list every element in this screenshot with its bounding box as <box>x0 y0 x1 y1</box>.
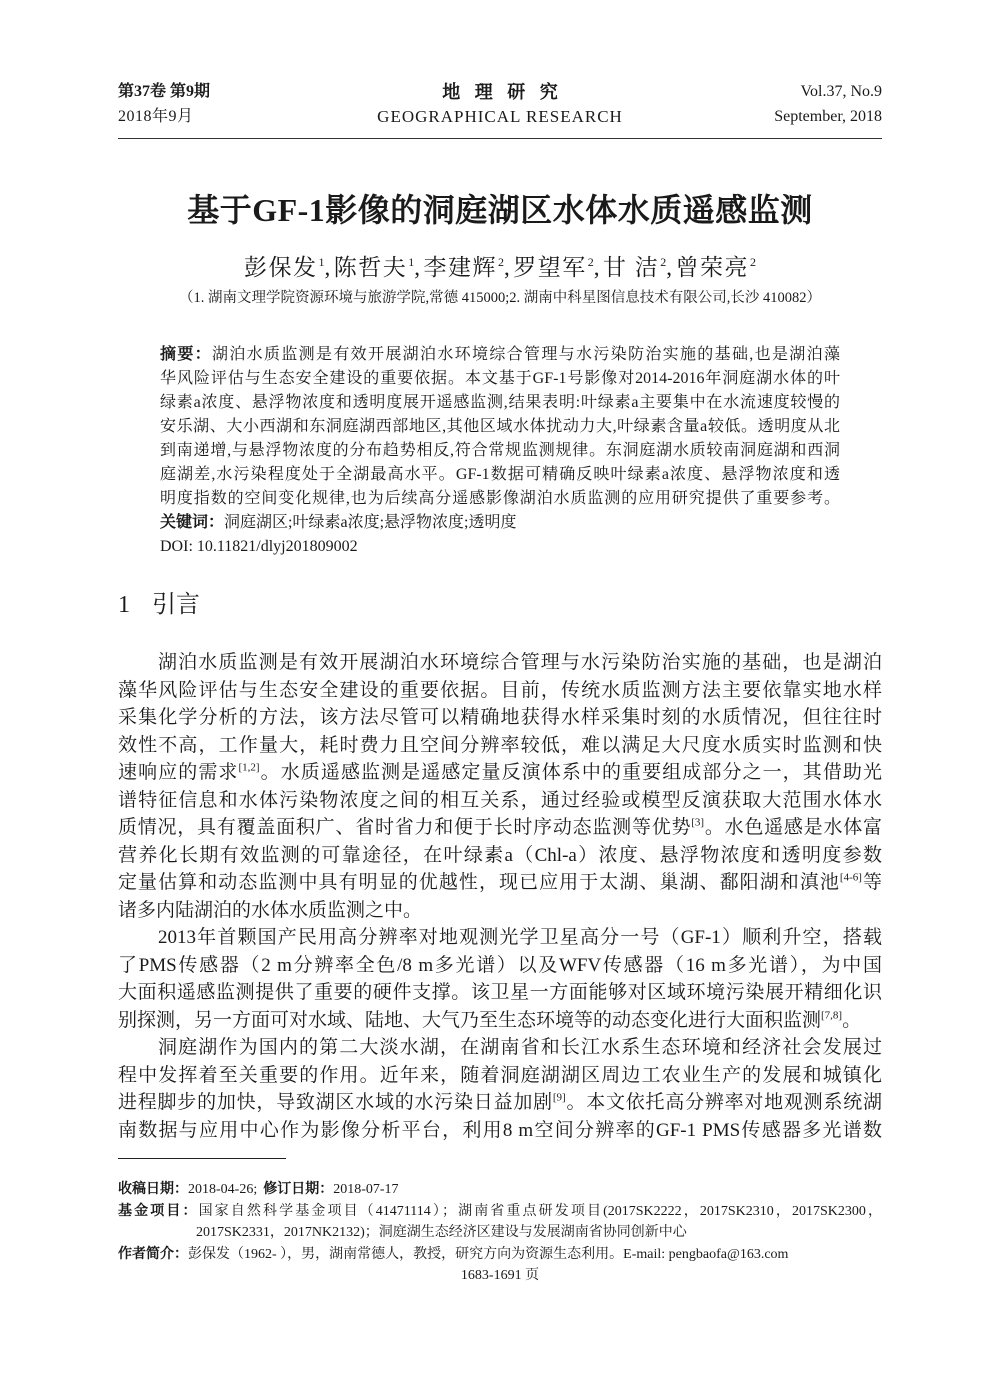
paper-title: 基于GF-1影像的洞庭湖区水体水质遥感监测 <box>187 192 813 228</box>
author-affiliation-sup: 2 <box>660 255 667 270</box>
body-text-segment: 进程脚步的加快，导致湖区水域的水污染日益加剧 <box>118 1092 553 1113</box>
section-heading <box>118 590 200 620</box>
body-line <box>118 759 882 787</box>
received-label: 收稿日期： <box>118 1182 188 1197</box>
author <box>424 255 514 280</box>
revised-date: 2018-07-17 <box>333 1182 399 1197</box>
author-separator: , <box>666 255 674 280</box>
body-text-segment: 。 <box>842 1009 862 1031</box>
author-name: 陈哲夫 <box>333 255 408 280</box>
author <box>676 255 757 280</box>
author-separator: , <box>593 255 601 280</box>
body-line: 南数据与应用中心作为影像分析平台，利用8 m空间分辨率的GF-1 PMS传感器多光谱数 <box>118 1119 882 1141</box>
author <box>244 255 334 280</box>
body-text-segment: 。水色遥感是水体富 <box>704 817 882 838</box>
author-name: 彭保发 <box>244 255 318 280</box>
keywords-text: 洞庭湖区;叶绿素a浓度;悬浮物浓度;透明度 <box>224 514 517 531</box>
body-line: 湖泊水质监测是有效开展湖泊水环境综合管理与水污染防治实施的基础，也是湖泊 <box>158 652 882 673</box>
body-line: 诸多内陆湖泊的水体水质监测之中。 <box>118 899 423 921</box>
body-line: 采集化学分析的方法，该方法尽管可以精确地获得水样采集时刻的水质情况，但往往时 <box>118 707 882 728</box>
section-number: 1 <box>118 592 130 618</box>
body-text-segment: 定量估算和动态监测中具有明显的优越性，现已应用于太湖、巢湖、鄱阳湖和滇池 <box>118 872 840 893</box>
body-text-segment: 别探测，另一方面可对水域、陆地、大气乃至生态环境等的动态变化进行大面积监测 <box>118 1009 822 1031</box>
body-text-segment: 等 <box>861 872 882 893</box>
author <box>603 255 676 280</box>
citation: [9] <box>552 1091 566 1104</box>
page-range: 1683-1691 页 <box>460 1268 540 1283</box>
author-affiliation-sup: 1 <box>408 255 415 270</box>
footnote-fund <box>118 1201 882 1223</box>
author-bio-text: 彭保发（1962- ），男，湖南常德人，教授，研究方向为资源生态利用。E-mail: pengbaofa@163.com <box>188 1246 789 1262</box>
author-name: 李建辉 <box>423 255 497 280</box>
body-line <box>118 814 882 842</box>
header-date-en: September, 2018 <box>774 108 882 125</box>
abstract-line: 明度指数的空间变化规律,也为后续高分遥感影像湖泊水质监测的应用研究提供了重要参考。 <box>160 490 840 507</box>
author-affiliation-sup: 2 <box>587 255 594 270</box>
abstract-line: 华风险评估与生态安全建设的重要依据。本文基于GF-1号影像对2014-2016年洞庭湖水体的叶 <box>160 370 840 387</box>
abstract-text: 湖泊水质监测是有效开展湖泊水环境综合管理与水污染防治实施的基础,也是湖泊藻 <box>212 346 840 363</box>
fund-label: 基金项目： <box>118 1203 199 1219</box>
section-title: 引言 <box>152 592 200 618</box>
body-line: 洞庭湖作为国内的第二大淡水湖，在湖南省和长江水系生态环境和经济社会发展过 <box>158 1037 882 1058</box>
citation: [1,2] <box>238 761 260 774</box>
abstract-line: 到南递增,与悬浮物浓度的分布趋势相反,符合常规监测规律。东洞庭湖水质较南洞庭湖和西洞 <box>160 442 840 459</box>
author-name: 甘 洁 <box>603 255 660 280</box>
body-line: 谱特征信息和水体污染物浓度之间的相互关系，通过经验或模型反演获取大范围水体水 <box>118 789 882 811</box>
author-separator: , <box>414 255 422 280</box>
abstract-block <box>160 343 840 559</box>
body-text-segment: 。本文依托高分辨率对地观测系统湖 <box>565 1092 882 1113</box>
author-list <box>0 254 1000 282</box>
body-line <box>118 1089 882 1117</box>
keywords-line <box>160 511 840 535</box>
body-line: 2013年首颗国产民用高分辨率对地观测光学卫星高分一号（GF-1）顺利升空，搭载 <box>158 927 882 948</box>
body-line: 效性不高，工作量大，耗时费力且空间分辨率较低，难以满足大尺度水质实时监测和快 <box>118 734 882 756</box>
abstract-label: 摘要： <box>160 346 212 363</box>
abstract-line: 绿素a浓度、悬浮物浓度和透明度展开遥感监测,结果表明:叶绿素a主要集中在水流速度较慢的 <box>160 394 840 411</box>
author <box>334 255 424 280</box>
abstract-line <box>160 343 840 367</box>
body-text-segment: 速响应的需求 <box>118 762 239 783</box>
author-bio-label: 作者简介： <box>118 1246 188 1262</box>
abstract-line: 安乐湖、大小西湖和东洞庭湖西部地区,其他区域水体扰动力大,叶绿素含量a较低。透明度从北 <box>160 418 840 435</box>
body-line: 藻华风险评估与生态安全建设的重要依据。目前，传统水质监测方法主要依靠实地水样 <box>118 679 882 701</box>
journal-name-en: GEOGRAPHICAL RESEARCH <box>377 107 623 126</box>
body-text-segment: 质情况，具有覆盖面积广、省时省力和便于长时序动态监测等优势 <box>118 817 692 838</box>
revised-label: 修订日期： <box>263 1182 334 1197</box>
footnote-dates <box>118 1179 882 1201</box>
footnotes <box>118 1179 882 1287</box>
body-line <box>118 869 882 897</box>
abstract-line: 庭湖差,水污染程度处于全湖最高水平。GF-1数据可精确反映叶绿素a浓度、悬浮物浓度和透 <box>160 466 840 483</box>
keywords-label: 关键词： <box>160 514 225 531</box>
citation: [4-6] <box>839 871 862 884</box>
received-date: 2018-04-26; <box>188 1182 258 1197</box>
author-separator: , <box>324 255 332 280</box>
citation: [7,8] <box>821 1009 843 1022</box>
body-line <box>118 1007 882 1035</box>
journal-name-cn: 地 理 研 究 <box>442 82 563 102</box>
author-separator: , <box>504 255 512 280</box>
author-affiliation-sup: 2 <box>498 255 504 270</box>
author-affiliation-sup: 1 <box>318 255 325 270</box>
author <box>513 255 603 280</box>
author-affiliation-sup: 2 <box>750 255 756 270</box>
header-date: 2018年9月 <box>118 108 194 125</box>
body-line: 程中发挥着至关重要的作用。近年来，随着洞庭湖湖区周边工农业生产的发展和城镇化 <box>118 1064 882 1086</box>
footnote-author <box>118 1244 882 1266</box>
body-line: 营养化长期有效监测的可靠途径，在叶绿素a（Chl-a）浓度、悬浮物浓度和透明度参数 <box>118 844 882 866</box>
body-line: 了PMS传感器（2 m分辨率全色/8 m多光谱）以及WFV传感器（16 m多光谱），为中国 <box>118 954 882 976</box>
header-volume-issue-en: Vol.37, No.9 <box>800 83 882 100</box>
author-name: 罗望军 <box>513 255 587 280</box>
footnote-rule <box>118 1158 286 1159</box>
author-name: 曾荣亮 <box>675 255 749 280</box>
body-text-segment: 。水质遥感监测是遥感定量反演体系中的重要组成部分之一，其借助光 <box>259 762 882 783</box>
citation: [3] <box>691 816 705 829</box>
body-line: 大面积遥感监测提供了重要的硬件支撑。该卫星一方面能够对区域环境污染展开精细化识 <box>118 982 882 1003</box>
doi: DOI: 10.11821/dlyj201809002 <box>160 538 358 555</box>
footnote-fund-continued: 2017SK2331，2017NK2132)；洞庭湖生态经济区建设与发展湖南省协同创新中心 <box>196 1225 687 1240</box>
fund-text: 国家自然科学基金项目（41471114）；湖南省重点研发项目(2017SK2222，2017SK2310，2017SK2300， <box>198 1203 883 1219</box>
affiliations: （1. 湖南文理学院资源环境与旅游学院,常德 415000;2. 湖南中科星图信息技术有限公司,长沙 410082） <box>178 290 822 306</box>
header-rule <box>118 138 882 139</box>
body-text <box>118 649 882 1144</box>
header-volume-issue: 第37卷 第9期 <box>118 83 211 100</box>
